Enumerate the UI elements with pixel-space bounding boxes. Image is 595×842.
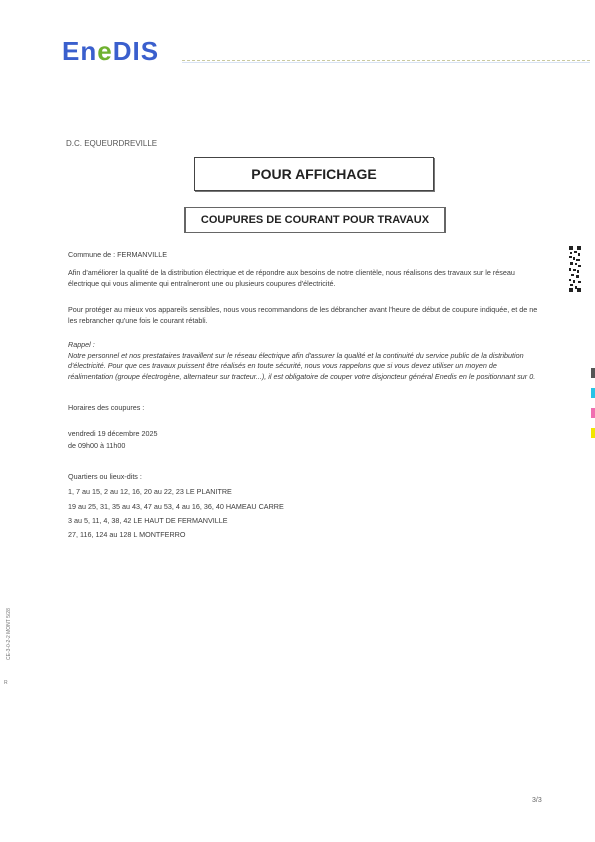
side-margin-mark: R xyxy=(4,680,8,686)
quartier-line: 27, 116, 124 au 128 L MONTFERRO xyxy=(68,530,186,539)
logo-part-b: e xyxy=(97,36,113,66)
quartier-line: 19 au 25, 31, 35 au 43, 47 au 53, 4 au 16, 36, 40 HAMEAU CARRE xyxy=(68,502,284,511)
outage-hours: de 09h00 à 11h00 xyxy=(68,441,126,450)
side-margin-text: CE-3-0-2-2 MONT 5/28 xyxy=(6,608,12,660)
logo-part-a: En xyxy=(62,36,98,66)
color-mark-yellow xyxy=(591,428,595,438)
qr-code-icon xyxy=(569,246,581,292)
paragraph-1: Afin d'améliorer la qualité de la distribution électrique et de répondre aux besoins de notre clientèle, nous réalisons des travaux sur le réseau électrique qui vous alimente qui entraîneront une ou plusieurs coupures d'électricité. xyxy=(68,268,515,288)
color-mark-gray xyxy=(591,368,595,378)
enedis-logo xyxy=(62,36,159,67)
logo-part-c: DIS xyxy=(112,36,160,66)
dc-line: D.C. EQUEURDREVILLE xyxy=(66,139,158,148)
title-box xyxy=(194,157,434,191)
subtitle-box-label: COUPURES DE COURANT POUR TRAVAUX xyxy=(200,214,430,226)
subtitle-box xyxy=(184,207,446,233)
quartier-line: 3 au 5, 11, 4, 38, 42 LE HAUT DE FERMANVILLE xyxy=(68,516,228,525)
rappel-title: Rappel : xyxy=(68,340,95,349)
rappel-text: Notre personnel et nos prestataires travaillent sur le réseau électrique afin d'assurer la qualité et la continuité du service public de la distribution d'électricité. Pour que ces travaux puissent être réalisés en toute sécurité, nous vous rappelons que si vous devez utiliser un moyen de réalimentation (groupe électrogène, alternateur sur tracteur...), il est obligatoire de couper votre disjoncteur général Enedis en le positionnant sur 0. xyxy=(68,350,536,381)
title-box-label: POUR AFFICHAGE xyxy=(251,166,377,182)
quartiers-title: Quartiers ou lieux-dits : xyxy=(68,472,142,481)
page-number: 3/3 xyxy=(532,797,542,804)
color-mark-magenta xyxy=(591,408,595,418)
horaires-title: Horaires des coupures : xyxy=(68,403,145,412)
color-mark-cyan xyxy=(591,388,595,398)
commune-line: Commune de : FERMANVILLE xyxy=(68,250,168,259)
quartier-line: 1, 7 au 15, 2 au 12, 16, 20 au 22, 23 LE PLANITRE xyxy=(68,487,232,496)
outage-date: vendredi 19 décembre 2025 xyxy=(68,429,158,438)
rappel-block xyxy=(68,340,538,382)
header-rule xyxy=(182,60,590,61)
paragraph-2: Pour protéger au mieux vos appareils sensibles, nous vous recommandons de les débrancher avant l'heure de début de coupure indiquée, et de ne les rebrancher qu'une fois le courant rétabli. xyxy=(68,305,538,325)
header-rule-underline xyxy=(182,62,590,63)
